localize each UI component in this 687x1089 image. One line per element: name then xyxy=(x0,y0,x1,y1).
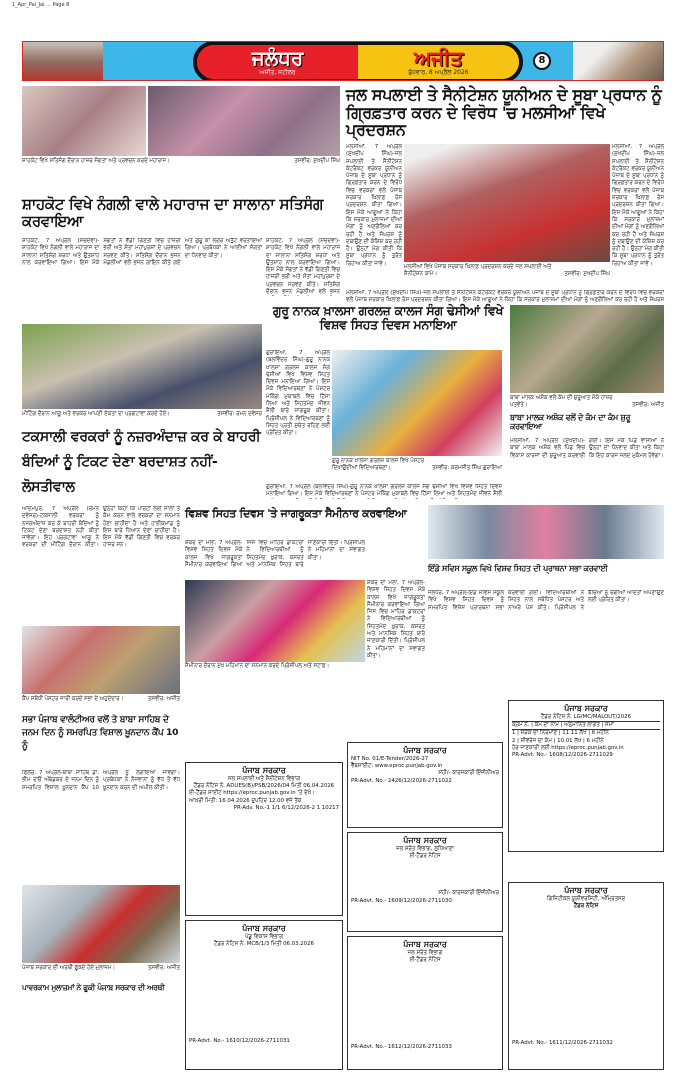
ad-line: ਟੈਂਡਰ ਨੋਟਿਸ ਨੰ. LG/MC/MALOUT/2026 xyxy=(540,714,632,720)
masthead xyxy=(22,41,664,81)
ad-title: ਪੰਜਾਬ ਸਰਕਾਰ xyxy=(564,704,608,713)
caption-text: ਮਲਸੀਆਂ ਵਿਖੇ ਪੰਜਾਬ ਸਰਕਾਰ ਖ਼ਿਲਾਫ਼ ਪ੍ਰਦਰਸ਼ਨ ਕਰਦੇ ਜਲ ਸਪਲਾਈ ਅਤੇ ਸੈਨੀਟੇਸ਼ਨ ਕਾਮੇ। xyxy=(404,264,552,277)
masthead-date: ਬੁੱਧਵਾਰ, 8 ਅਪ੍ਰੈਲ 2026 xyxy=(408,69,469,76)
ad-line: ਟੈਂਡਰ ਨੋਟਿਸ ਨੰ. MCB/1/3 ਮਿਤੀ 06.03.2026 xyxy=(214,941,314,948)
article-photo xyxy=(22,626,180,694)
ad-title: ਪੰਜਾਬ ਸਰਕਾਰ xyxy=(403,836,447,845)
headline: ਟਕਸਾਲੀ ਵਰਕਰਾਂ ਨੂੰ ਨਜ਼ਰਅੰਦਾਜ਼ ਕਰ ਕੇ ਬਾਹਰੀ ਬੰਦਿਆਂ ਨੂੰ ਟਿਕਟ ਦੇਣਾ ਬਰਦਾਸ਼ਤ ਨਹੀਂ-ਲੋਸਤੀਵਾਲ xyxy=(22,429,261,495)
ad-table-row: 1 | ਸੜਕ ਦਾ ਨਿਰਮਾਣ | 11.11 ਲੱਖ | 6 ਮਹੀਨੇ xyxy=(512,730,609,737)
ad-line: ਜਲ ਸਪਲਾਈ ਅਤੇ ਸੈਨੀਟੇਸ਼ਨ ਵਿਭਾਗ xyxy=(227,776,301,782)
caption-text: ਬਾਬਾ ਮਾਲਕ ਅਸ਼ੋਕ ਵਲੋਂ ਕੰਮ ਦੀ ਸ਼ੁਰੂਆਤ ਮੌਕੇ ਹਾਜ਼ਰ ਪਤਵੰਤੇ। xyxy=(510,395,613,408)
caption-text: ਗੁਰੂ ਨਾਨਕ ਖ਼ਾਲਸਾ ਗਰਲਜ਼ ਕਾਲਜ ਵਿਖੇ ਪੋਸਟਰ ਦਿਖਾਉਂਦੀਆਂ ਵਿਦਿਆਰਥਣਾਂ। xyxy=(332,458,425,471)
ad-line: ਪੇਂਡੂ ਵਿਕਾਸ ਵਿਭਾਗ xyxy=(244,934,284,940)
article-body: ਸ਼ਾਹਕੋਟ, 7 ਅਪ੍ਰੈਲ (ਸਚਦੇਵਾ)-ਸ਼ਾਹਕੋਟ ਵਿਖੇ ਨੰਗਲੀ ਵਾਲੇ ਮਹਾਰਾਜ ਦਾ ਸਾਲਾਨਾ ਸਤਿਸੰਗ ਸ਼ਰਧਾ ਅਤੇ ਉਤਸ਼ਾਹ ਨਾਲ ਕਰਵਾਇਆ ਗਿਆ। ਇਸ ਮੌਕੇ ਸੰਗਤਾਂ ਨੇ ਵੱਡੀ ਗਿਣਤੀ ਵਿਚ ਹਾਜ਼ਰੀ ਭਰੀ ਅਤੇ ਸੰਤਾਂ ਮਹਾਂਪੁਰਸ਼ਾਂ ਦੇ ਪ੍ਰਵਚਨ ਸਰਵਣ ਕੀਤੇ। ਸਤਿਸੰਗ ਦੌਰਾਨ ਭਜਨ ਮੰਡਲੀਆਂ ਵਲੋਂ ਭਜਨ ਗਾਇਨ ਕੀਤੇ ਗਏ ਅਤੇ ਗੁਰੂ ਕਾ ਲੰਗਰ ਅਤੁੱਟ ਵਰਤਾਇਆ ਗਿਆ। ਪ੍ਰਬੰਧਕਾਂ ਨੇ ਆਈਆਂ ਸੰਗਤਾਂ ਦਾ ਧੰਨਵਾਦ ਕੀਤਾ। xyxy=(22,238,262,266)
photo-caption xyxy=(22,965,180,972)
headline: ਸ਼ਾਹਕੋਟ ਵਿਖੇ ਨੰਗਲੀ ਵਾਲੇ ਮਹਾਰਾਜ ਦਾ ਸਾਲਾਨਾ ਸਤਿਸੰਗ ਕਰਵਾਇਆ xyxy=(22,195,324,230)
headline: ਬਾਬਾ ਮਾਲਕ ਅਸ਼ੋਕ ਵਲੋਂ ਦੇ ਕੰਮ ਦਾ ਕੰਮ ਸ਼ੁਰੂ ਕਰਵਾਇਆ xyxy=(510,413,631,431)
article-photo xyxy=(404,144,610,262)
ad-ref: PR-Advt. No.- 1612/12/2026-2711033 xyxy=(351,1044,452,1051)
ad-line: ਟੈਂਡਰ ਨੋਟਿਸ ਨੰ. ADUES(B)/PSB/2026/04 ਮਿਤੀ 06.04.2026 xyxy=(193,783,335,790)
govt-ad xyxy=(347,832,503,932)
ad-title: ਪੰਜਾਬ ਸਰਕਾਰ xyxy=(403,940,447,949)
article-body: ਸ਼ੰਕਰ ਦਾ ਮੇਲਾ, 7 ਅਪ੍ਰੈਲ-ਵਿਸ਼ਵ ਸਿਹਤ ਦਿਵਸ ਮੌਕੇ ਕਾਲਜ ਵਿਖੇ ਜਾਗਰੂਕਤਾ ਸੈਮੀਨਾਰ ਕਰਵਾਇਆ ਗਿਆ ਜਿਸ ਵਿਚ ਮਾਹਿਰ ਡਾਕਟਰਾਂ ਨੇ ਵਿਦਿਆਰਥੀਆਂ ਨੂੰ ਸਿਹਤਮੰਦ ਖ਼ੁਰਾਕ, ਕਸਰਤ ਅਤੇ ਮਾਨਸਿਕ ਸਿਹਤ ਬਾਰੇ ਜਾਣਕਾਰੀ ਦਿੱਤੀ। ਪ੍ਰਿੰਸੀਪਲ ਨੇ ਮਹਿਮਾਨਾਂ ਦਾ ਸਵਾਗਤ ਕੀਤਾ। xyxy=(185,540,365,568)
ad-line: ਸਹੀ/- ਕਾਰਜਕਾਰੀ ਇੰਜੀਨੀਅਰ xyxy=(438,770,499,777)
ad-line: ਜਲ ਸਰੋਤ ਵਿਭਾਗ xyxy=(407,950,443,956)
photo-caption xyxy=(185,663,365,670)
ad-line: ਈ-ਟੈਂਡਰ ਨੋਟਿਸ xyxy=(409,853,441,860)
photo-caption xyxy=(22,411,262,418)
article-body: ਮਲਸੀਆਂ, 7 ਅਪ੍ਰੈਲ (ਸੁਖਦੀਪ)-ਬਾਬਾ ਮਾਲਕ ਅਸ਼ੋਕ ਵਲੋਂ ਪਿੰਡ ਵਿਚ ਵਿਕਾਸ ਕਾਰਜਾਂ ਦੀ ਸ਼ੁਰੂਆਤ ਕਰਵਾਈ ਗਈ। ਇਸ ਮੌਕੇ ਪਿੰਡ ਵਾਸੀਆਂ ਨੇ ਉਨ੍ਹਾਂ ਦਾ ਧੰਨਵਾਦ ਕੀਤਾ ਅਤੇ ਕਿਹਾ ਕਿ ਇਹ ਕਾਰਜ ਜਲਦ ਮੁਕੰਮਲ ਹੋਵੇਗਾ। xyxy=(510,438,664,459)
govt-ad xyxy=(347,742,503,828)
article-photo xyxy=(332,350,502,456)
govt-ad xyxy=(347,936,503,1070)
photo-credit: ਤਸਵੀਰ: ਕਰਮਜੀਤ ਸਿੰਘ ਗੁਰਾਇਆ xyxy=(431,465,502,471)
headline: ਪਾਵਰਕਾਮ ਮੁਲਾਜ਼ਮਾਂ ਨੇ ਫੂਕੀ ਪੰਜਾਬ ਸਰਕਾਰ ਦੀ ਅਰਥੀ xyxy=(22,983,165,992)
ad-ref: PR-Advt. No.- 1608/12/2026-2711029 xyxy=(512,752,613,759)
article-body: ਆਦਮਪੁਰ, 7 ਅਪ੍ਰੈਲ (ਰਮਨ ਦਵੇਸਰ)-ਟਕਸਾਲੀ ਵਰਕਰਾਂ ਨੂੰ ਨਜ਼ਰਅੰਦਾਜ਼ ਕਰ ਕੇ ਬਾਹਰੀ ਬੰਦਿਆਂ ਨੂੰ ਟਿਕਟ ਦੇਣਾ ਬਰਦਾਸ਼ਤ ਨਹੀਂ ਕੀਤਾ ਜਾਵੇਗਾ। ਇਹ ਪ੍ਰਗਟਾਵਾ ਆਗੂ ਨੇ ਵਰਕਰਾਂ ਦੀ ਮੀਟਿੰਗ ਦੌਰਾਨ ਕੀਤਾ। ਉਨ੍ਹਾਂ ਕਿਹਾ ਕਿ ਪਾਰਟੀ ਲਈ ਸਾਲਾਂ ਤੋਂ ਕੰਮ ਕਰਨ ਵਾਲੇ ਵਰਕਰਾਂ ਦਾ ਸਨਮਾਨ ਹੋਣਾ ਚਾਹੀਦਾ ਹੈ ਅਤੇ ਹਾਈਕਮਾਂਡ ਨੂੰ ਇਸ ਬਾਰੇ ਧਿਆਨ ਦੇਣਾ ਚਾਹੀਦਾ ਹੈ। ਇਸ ਮੌਕੇ ਵੱਡੀ ਗਿਣਤੀ ਵਿਚ ਵਰਕਰ ਹਾਜ਼ਰ ਸਨ। xyxy=(22,506,180,549)
photo-caption xyxy=(510,395,664,409)
photo-credit: ਤਸਵੀਰ: ਰਮਨ ਦਵੇਸਰ xyxy=(217,411,262,417)
ad-ref: PR-Adv. No.-1 1/1 6/12/2026-2 1 10217 xyxy=(233,804,339,811)
ad-line: NIT No. 01/E-Tender/2026-27 xyxy=(351,756,429,762)
masthead-subtitle: ਅਜੀਤ, ਸਟੀਲਰ xyxy=(259,69,296,76)
ad-line: ਗਿਜ਼ਿਟੀਕਲ ਯੂਨੀਵਰਸਿਟੀ, ਅੰਮ੍ਰਿਤਸਰ xyxy=(547,896,625,902)
ad-line: ਜਲ ਸਰੋਤ ਵਿਭਾਗ, ਲੁਧਿਆਣਾ xyxy=(396,846,454,852)
photo-credit: ਤਸਵੀਰ: ਸੁਖਦੀਪ ਸਿੰਘ xyxy=(294,158,340,164)
govt-ad xyxy=(185,762,343,916)
article-photo xyxy=(428,505,664,559)
govt-ad xyxy=(508,882,664,1070)
photo-caption xyxy=(404,264,610,278)
masthead-photo-right xyxy=(573,42,663,81)
article-body: ਗੁਰਾਇਆ, 7 ਅਪ੍ਰੈਲ (ਬਲਵਿੰਦਰ ਸਿੰਘ)-ਗੁਰੂ ਨਾਨਕ ਖ਼ਾਲਸਾ ਗਰਲਜ਼ ਕਾਲਜ ਸੰਗ ਢੇਸੀਆਂ ਵਿਖੇ ਵਿਸ਼ਵ ਸਿਹਤ ਦਿਵਸ ਮਨਾਇਆ ਗਿਆ। ਇਸ ਮੌਕੇ ਵਿਦਿਆਰਥਣਾਂ ਨੇ ਪੋਸਟਰ ਮੇਕਿੰਗ ਮੁਕਾਬਲੇ ਵਿਚ ਹਿੱਸਾ ਲਿਆ ਅਤੇ ਸਿਹਤਮੰਦ ਜੀਵਨ ਸ਼ੈਲੀ xyxy=(266,484,502,498)
headline: ਗੁਰੂ ਨਾਨਕ ਖ਼ਾਲਸਾ ਗਰਲਜ਼ ਕਾਲਜ ਸੰਗ ਢੇਸੀਆਂ ਵਿਖੇ ਵਿਸ਼ਵ ਸਿਹਤ ਦਿਵਸ ਮਨਾਇਆ xyxy=(272,303,504,332)
headline: ਵਿਸ਼ਵ ਸਿਹਤ ਦਿਵਸ 'ਤੇ ਜਾਗਰੂਕਤਾ ਸੈਮੀਨਾਰ ਕਰਵਾਇਆ xyxy=(185,507,407,520)
article-body: ਮਲਸੀਆਂ, 7 ਅਪ੍ਰੈਲ (ਸੁਖਦੀਪ ਸਿੰਘ)-ਜਲ ਸਪਲਾਈ ਤੇ ਸੈਨੀਟੇਸ਼ਨ ਕੰਟਰੈਕਟ ਵਰਕਰ ਯੂਨੀਅਨ ਪੰਜਾਬ ਦੇ ਸੂਬਾ ਪ੍ਰਧਾਨ ਨੂੰ ਗ੍ਰਿਫ਼ਤਾਰ ਕਰਨ ਦੇ ਵਿਰੋਧ ਵਿਚ ਵਰਕਰਾਂ ਵਲੋਂ ਪੰਜਾਬ ਸਰਕਾਰ ਖ਼ਿਲਾਫ਼ ਰੋਸ ਪ੍ਰਦਰਸ਼ਨ ਕੀਤਾ ਗਿਆ। ਇਸ ਮੌਕੇ ਆਗੂਆਂ ਨੇ ਕਿਹਾ ਕਿ ਸਰਕਾਰ ਮੁਲਾਜ਼ਮਾਂ ਦੀਆਂ ਮੰਗਾਂ ਨੂੰ ਅਣਗੌਲਿਆਂ ਕਰ ਰਹੀ ਹੈ ਅਤੇ ਸੰਘਰਸ਼ ਨੂੰ ਦਬਾਉਣ ਦੀ ਕੋਸ਼ਿਸ਼ ਕਰ ਰਹੀ ਹੈ। ਉਨ੍ਹਾਂ ਮੰਗ ਕੀਤੀ ਕਿ ਸੂਬਾ ਪ੍ਰਧਾਨ ਨੂੰ ਤੁਰੰਤ ਰਿਹਾਅ ਕੀਤਾ ਜਾਵੇ। xyxy=(612,144,664,267)
article-body: ਸ਼ੰਕਰ ਦਾ ਮੇਲਾ, 7 ਅਪ੍ਰੈਲ-ਵਿਸ਼ਵ ਸਿਹਤ ਦਿਵਸ ਮੌਕੇ ਕਾਲਜ ਵਿਖੇ ਜਾਗਰੂਕਤਾ ਸੈਮੀਨਾਰ ਕਰਵਾਇਆ ਗਿਆ ਜਿਸ ਵਿਚ ਮਾਹਿਰ ਡਾਕਟਰਾਂ ਨੇ ਵਿਦਿਆਰਥੀਆਂ ਨੂੰ ਸਿਹਤਮੰਦ ਖ਼ੁਰਾਕ, ਕਸਰਤ ਅਤੇ ਮਾਨਸਿਕ ਸਿਹਤ ਬਾਰੇ ਜਾਣਕਾਰੀ ਦਿੱਤੀ। ਪ੍ਰਿੰਸੀਪਲ ਨੇ ਮਹਿਮਾਨਾਂ ਦਾ ਸਵਾਗਤ ਕੀਤਾ। xyxy=(367,580,425,659)
ad-title: ਪੰਜਾਬ ਸਰਕਾਰ xyxy=(564,886,608,895)
article-body: ਮਲਸੀਆਂ, 7 ਅਪ੍ਰੈਲ (ਸੁਖਦੀਪ ਸਿੰਘ)-ਜਲ ਸਪਲਾਈ ਤੇ ਸੈਨੀਟੇਸ਼ਨ ਕੰਟਰੈਕਟ ਵਰਕਰ ਯੂਨੀਅਨ ਪੰਜਾਬ ਦੇ ਸੂਬਾ ਪ੍ਰਧਾਨ ਨੂੰ ਗ੍ਰਿਫ਼ਤਾਰ ਕਰਨ ਦੇ ਵਿਰੋਧ ਵਿਚ ਵਰਕਰਾਂ ਵਲੋਂ ਪੰਜਾਬ ਸਰਕਾਰ ਖ਼ਿਲਾਫ਼ ਰੋਸ ਪ੍ਰਦਰਸ਼ਨ ਕੀਤਾ ਗਿਆ। ਇਸ ਮੌਕੇ ਆਗੂਆਂ ਨੇ ਕਿਹਾ ਕਿ ਸਰਕਾਰ ਮੁਲਾਜ਼ਮਾਂ ਦੀਆਂ ਮੰਗਾਂ ਨੂੰ ਅਣਗੌਲਿਆਂ ਕਰ ਰਹੀ ਹੈ ਅਤੇ ਸੰਘਰਸ਼ ਨੂੰ ਦਬਾਉਣ ਦੀ ਕੋਸ਼ਿਸ਼ ਕਰ ਰਹੀ ਹੈ। ਉਨ੍ਹਾਂ ਮੰਗ ਕੀਤੀ ਕਿ ਸੂਬਾ ਪ੍ਰਧਾਨ ਨੂੰ ਤੁਰੰਤ ਰਿਹਾਅ ਕੀਤਾ ਜਾਵੇ। xyxy=(346,144,402,267)
caption-text: ਮੀਟਿੰਗ ਦੌਰਾਨ ਆਗੂ ਅਤੇ ਵਰਕਰ ਆਪਣੀ ਏਕਤਾ ਦਾ ਪ੍ਰਗਟਾਵਾ ਕਰਦੇ ਹੋਏ। xyxy=(22,411,170,417)
article-photo xyxy=(148,86,340,156)
masthead-logo xyxy=(193,41,523,81)
photo-caption xyxy=(22,158,340,165)
article-body: ਸ਼ਾਹਕੋਟ, 7 ਅਪ੍ਰੈਲ (ਸਚਦੇਵਾ)-ਸ਼ਾਹਕੋਟ ਵਿਖੇ ਨੰਗਲੀ ਵਾਲੇ ਮਹਾਰਾਜ ਦਾ ਸਾਲਾਨਾ ਸਤਿਸੰਗ ਸ਼ਰਧਾ ਅਤੇ ਉਤਸ਼ਾਹ ਨਾਲ ਕਰਵਾਇਆ ਗਿਆ। ਇਸ ਮੌਕੇ ਸੰਗਤਾਂ ਨੇ ਵੱਡੀ ਗਿਣਤੀ ਵਿਚ ਹਾਜ਼ਰੀ ਭਰੀ ਅਤੇ ਸੰਤਾਂ ਮਹਾਂਪੁਰਸ਼ਾਂ ਦੇ ਪ੍ਰਵਚਨ ਸਰਵਣ ਕੀਤੇ। ਸਤਿਸੰਗ ਦੌਰਾਨ ਭਜਨ ਮੰਡਲੀਆਂ ਵਲੋਂ ਭਜਨ xyxy=(266,238,340,296)
caption-text: ਕੈਂਪ ਸਬੰਧੀ ਪੋਸਟਰ ਜਾਰੀ ਕਰਦੇ ਸਭਾ ਦੇ ਅਹੁਦੇਦਾਰ। xyxy=(22,696,124,702)
ad-line: ਈ-ਟੈਂਡਰ ਨੋਟਿਸ xyxy=(409,957,441,964)
article-body: ਫਿਲੌਰ, 7 ਅਪ੍ਰੈਲ-ਬਾਬਾ ਸਾਹਿਬ ਡਾ. ਭੀਮ ਰਾਓ ਅੰਬੇਡਕਰ ਦੇ ਜਨਮ ਦਿਨ ਨੂੰ ਸਮਰਪਿਤ ਵਿਸ਼ਾਲ ਖ਼ੂਨਦਾਨ ਕੈਂਪ 10 ਅਪ੍ਰੈਲ ਨੂੰ ਲਗਾਇਆ ਜਾਵੇਗਾ। ਪ੍ਰਬੰਧਕਾਂ ਨੇ ਨੌਜਵਾਨਾਂ ਨੂੰ ਵੱਧ ਤੋਂ ਵੱਧ ਖ਼ੂਨਦਾਨ ਕਰਨ ਦੀ ਅਪੀਲ ਕੀਤੀ। xyxy=(22,770,180,791)
headline: ਸਭਾ ਪੰਜਾਬ ਵਾਲੰਟੀਅਰ ਵਲੋਂ ਤੇ ਬਾਬਾ ਸਾਹਿਬ ਦੇ ਜਨਮ ਦਿਨ ਨੂੰ ਸਮਰਪਿਤ ਵਿਸ਼ਾਲ ਖ਼ੂਨਦਾਨ ਕੈਂਪ 10 ਨੂੰ xyxy=(22,715,179,751)
masthead-title-right: ਅਜੀਤ xyxy=(413,46,464,70)
photo-credit: ਤਸਵੀਰ: ਸੁਖਦੀਪ ਸਿੰਘ xyxy=(564,271,610,277)
article-photo xyxy=(22,324,262,409)
article-body: ਗੁਰਾਇਆ, 7 ਅਪ੍ਰੈਲ (ਬਲਵਿੰਦਰ ਸਿੰਘ)-ਗੁਰੂ ਨਾਨਕ ਖ਼ਾਲਸਾ ਗਰਲਜ਼ ਕਾਲਜ ਸੰਗ ਢੇਸੀਆਂ ਵਿਖੇ ਵਿਸ਼ਵ ਸਿਹਤ ਦਿਵਸ ਮਨਾਇਆ ਗਿਆ। ਇਸ ਮੌਕੇ ਵਿਦਿਆਰਥਣਾਂ ਨੇ ਪੋਸਟਰ ਮੇਕਿੰਗ ਮੁਕਾਬਲੇ ਵਿਚ ਹਿੱਸਾ ਲਿਆ ਅਤੇ ਸਿਹਤਮੰਦ ਜੀਵਨ ਸ਼ੈਲੀ ਬਾਰੇ ਜਾਗਰੂਕ ਕੀਤਾ। ਪ੍ਰਿੰਸੀਪਲ ਨੇ ਵਿਦਿਆਰਥਣਾਂ ਨੂੰ ਸਿਹਤ ਪ੍ਰਤੀ ਸੁਚੇਤ ਰਹਿਣ ਲਈ ਪ੍ਰੇਰਿਤ ਕੀਤਾ। xyxy=(266,350,330,437)
photo-credit: ਤਸਵੀਰ: ਅਜੀਤ xyxy=(147,965,180,971)
ad-table-header: ਕ੍ਰਮ ਨੰ. | ਕੰਮ ਦਾ ਨਾਮ | ਅਨੁਮਾਨਿਤ ਲਾਗਤ | ਸਮਾਂ xyxy=(512,721,660,730)
ad-line: ਟੈਂਡਰ ਨੋਟਿਸ xyxy=(573,903,599,910)
photo-credit: ਤਸਵੀਰ: ਅਜੀਤ xyxy=(147,696,180,702)
photo-caption xyxy=(22,696,180,703)
ad-title: ਪੰਜਾਬ ਸਰਕਾਰ xyxy=(403,746,447,755)
govt-ad xyxy=(508,700,664,852)
masthead-title-left: ਜਲੰਧਰ xyxy=(251,46,304,70)
ad-title: ਪੰਜਾਬ ਸਰਕਾਰ xyxy=(242,924,286,933)
ad-table-row: 2 | ਸੀਵਰੇਜ ਦਾ ਕੰਮ | 10.01 ਲੱਖ | 6 ਮਹੀਨੇ xyxy=(512,737,604,744)
article-photo xyxy=(185,580,365,662)
photo-caption xyxy=(332,458,502,472)
photo-credit: ਤਸਵੀਰ: ਅਜੀਤ xyxy=(631,402,664,408)
ad-ref: PR-Advt. No.- 1610/12/2026-2711031 xyxy=(189,1038,290,1045)
ad-line: ਹੋਰ ਜਾਣਕਾਰੀ ਲਈ https://eproc.punjab.gov.in xyxy=(512,744,624,751)
print-slug: 1_Apr_Pal_Jal ... Page 8 xyxy=(12,2,70,8)
article-body: ਮਲਸੀਆਂ, 7 ਅਪ੍ਰੈਲ (ਸੁਖਦੀਪ ਸਿੰਘ)-ਜਲ ਸਪਲਾਈ ਤੇ ਸੈਨੀਟੇਸ਼ਨ ਕੰਟਰੈਕਟ ਵਰਕਰ ਯੂਨੀਅਨ ਪੰਜਾਬ ਦੇ ਸੂਬਾ ਪ੍ਰਧਾਨ ਨੂੰ ਗ੍ਰਿਫ਼ਤਾਰ ਕਰਨ ਦੇ ਵਿਰੋਧ ਵਿਚ ਵਰਕਰਾਂ ਵਲੋਂ ਪੰਜਾਬ ਸਰਕਾਰ ਖ਼ਿਲਾਫ਼ ਰੋਸ ਪ੍ਰਦਰਸ਼ਨ ਕੀਤਾ ਗਿਆ। ਇਸ ਮੌਕੇ ਆਗੂਆਂ ਨੇ ਕਿਹਾ ਕਿ ਸਰਕਾਰ ਮੁਲਾਜ਼ਮਾਂ ਦੀਆਂ ਮੰਗਾਂ ਨੂੰ ਅਣਗੌਲਿਆਂ ਕਰ ਰਹੀ ਹੈ ਅਤੇ ਸੰਘਰਸ਼ xyxy=(346,290,664,304)
page-number: 8 xyxy=(533,52,551,70)
ad-ref: PR-Advt. No.- 2426/12/2026-2711022 xyxy=(351,777,452,784)
caption-text: ਸੈਮੀਨਾਰ ਦੌਰਾਨ ਮੁੱਖ ਮਹਿਮਾਨ ਦਾ ਸਨਮਾਨ ਕਰਦੇ ਪ੍ਰਿੰਸੀਪਲ ਅਤੇ ਸਟਾਫ਼। xyxy=(185,663,330,669)
ad-line: ਸਹੀ/- ਕਾਰਜਕਾਰੀ ਇੰਜੀਨੀਅਰ xyxy=(438,890,499,897)
article-photo xyxy=(510,305,664,393)
ad-line: ਵੈੱਬਸਾਈਟ: www.eproc.punjab.gov.in xyxy=(351,763,443,770)
ad-title: ਪੰਜਾਬ ਸਰਕਾਰ xyxy=(242,766,286,775)
article-photo xyxy=(22,885,180,963)
caption-text: ਸ਼ਾਹਕੋਟ ਵਿਖੇ ਸਤਿਸੰਗ ਦੌਰਾਨ ਹਾਜ਼ਰ ਸੰਗਤਾਂ ਅਤੇ ਪ੍ਰਵਚਨ ਕਰਦੇ ਮਹਾਰਾਜ। xyxy=(22,158,170,164)
ad-line: ਈ-ਟੈਂਡਰ ਸਾਈਟ https://eproc.punjab.gov.in 'ਤੇ ਦੇਖੋ। xyxy=(189,790,315,797)
ad-line: ਆਖ਼ਰੀ ਮਿਤੀ: 16.04.2026 ਦੁਪਹਿਰ 12.00 ਵਜੇ ਤੱਕ xyxy=(189,797,302,804)
caption-text: ਪੰਜਾਬ ਸਰਕਾਰ ਦੀ ਅਰਥੀ ਫੂਕਦੇ ਹੋਏ ਮੁਲਾਜ਼ਮ। xyxy=(22,965,115,971)
masthead-photo-left xyxy=(23,42,103,81)
govt-ad xyxy=(185,920,343,1070)
headline: ਇੰਡੋ ਸਵਿਸ ਸਕੂਲ ਵਿਖੇ ਵਿਸ਼ਵ ਸਿਹਤ ਦੀ ਪ੍ਰਾਥਨਾ ਸਭਾ ਕਰਵਾਈ xyxy=(428,564,608,573)
article-photo xyxy=(22,86,146,156)
article-body: ਜਲੰਧਰ, 7 ਅਪ੍ਰੈਲ-ਇੰਡੋ ਸਵਿਸ ਸਕੂਲ ਵਿਖੇ ਵਿਸ਼ਵ ਸਿਹਤ ਦਿਵਸ ਨੂੰ ਸਮਰਪਿਤ ਵਿਸ਼ੇਸ਼ ਪ੍ਰਾਰਥਨਾ ਸਭਾ ਕਰਵਾਈ ਗਈ। ਵਿਦਿਆਰਥੀਆਂ ਨੇ ਸਿਹਤ ਨਾਲ ਸਬੰਧਿਤ ਪੋਸਟਰ ਅਤੇ ਨਾਅਰੇ ਪੇਸ਼ ਕੀਤੇ। ਪ੍ਰਿੰਸੀਪਲ ਨੇ ਬੱਚਿਆਂ ਨੂੰ ਚੰਗੀਆਂ ਆਦਤਾਂ ਅਪਣਾਉਣ ਲਈ ਪ੍ਰੇਰਿਤ ਕੀਤਾ। xyxy=(428,590,664,611)
headline: ਜਲ ਸਪਲਾਈ ਤੇ ਸੈਨੀਟੇਸ਼ਨ ਯੂਨੀਅਨ ਦੇ ਸੂਬਾ ਪ੍ਰਧਾਨ ਨੂੰ ਗ੍ਰਿਫ਼ਤਾਰ ਕਰਨ ਦੇ ਵਿਰੋਧ 'ਚ ਮਲਸੀਆਂ ਵਿਖੇ ਪ੍ਰਦਰਸ਼ਨ xyxy=(346,85,662,140)
ad-ref: PR-Advt. No.- 1611/12/2026-2711032 xyxy=(512,1040,613,1047)
ad-ref: PR-Advt. No.- 1609/12/2026-2711030 xyxy=(351,897,452,904)
